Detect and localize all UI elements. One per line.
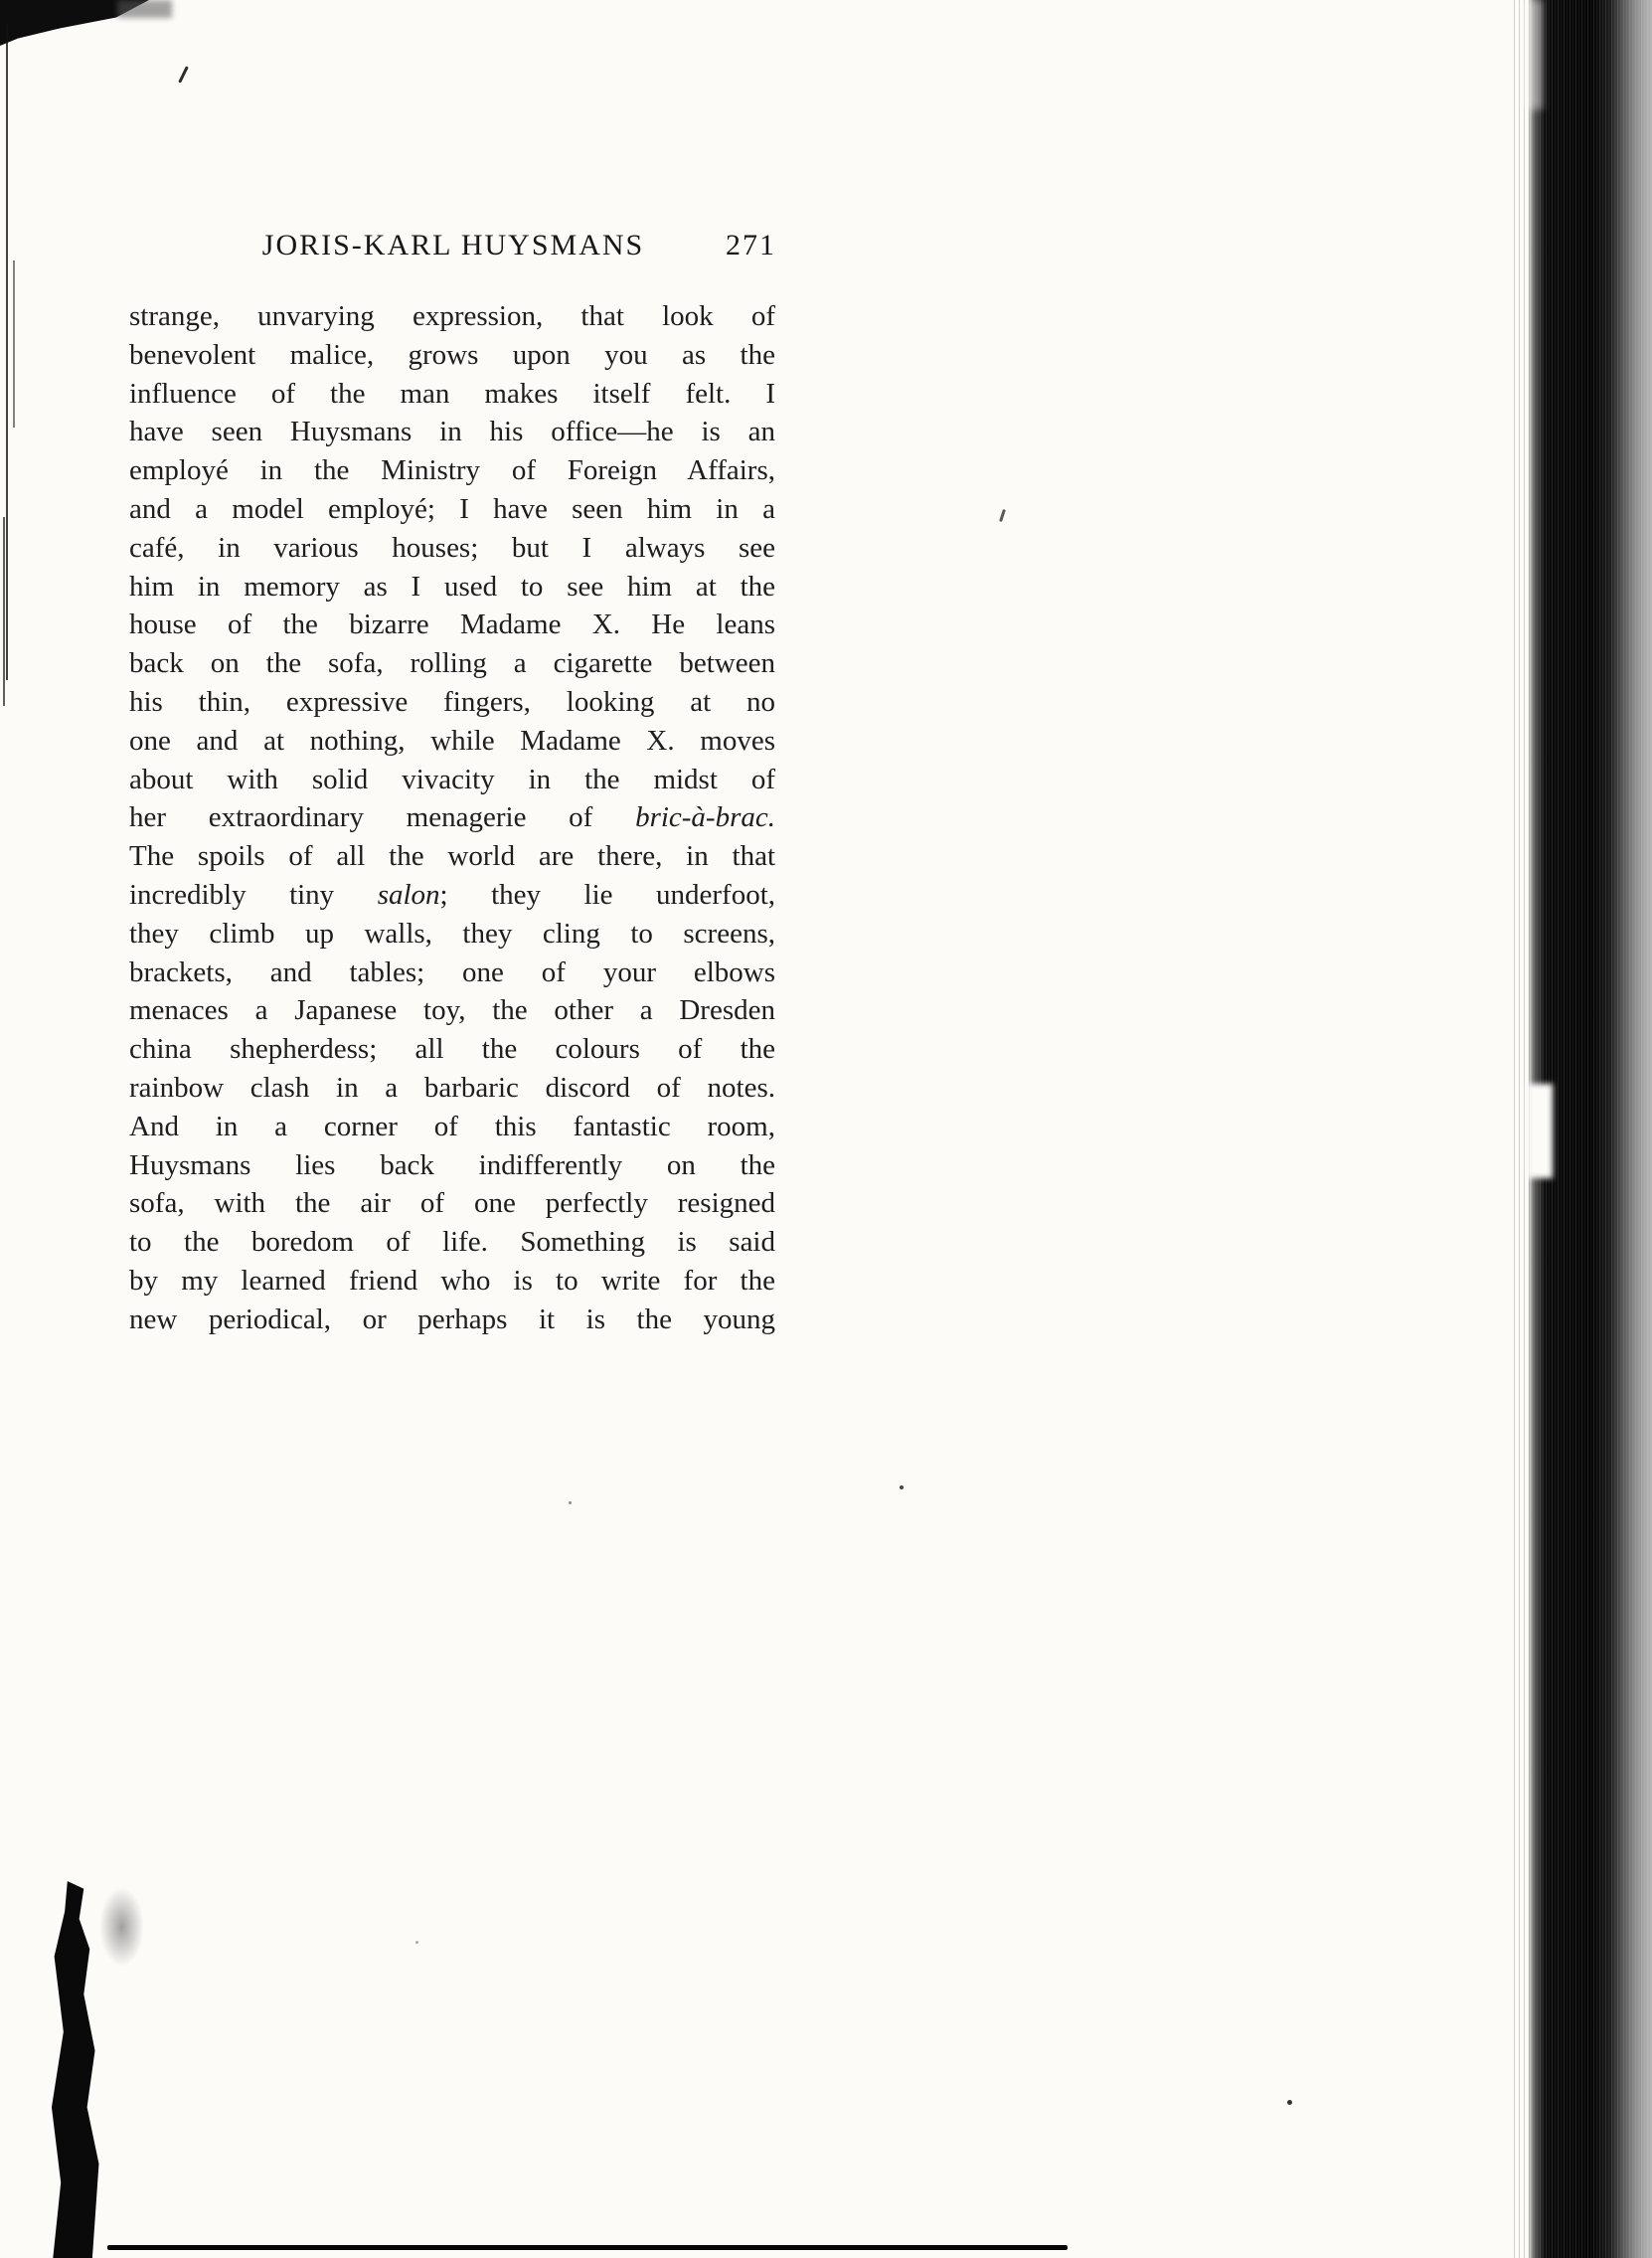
text-line: to the boredom of life. Something is said	[129, 1226, 775, 1259]
text-line: rainbow clash in a barbaric discord of notes.	[129, 1071, 775, 1104]
text-line: and a model employé; I have seen him in a	[129, 492, 775, 525]
scan-corner-smudge	[117, 0, 172, 18]
header-title: JORIS-KARL HUYSMANS	[261, 229, 645, 261]
text-line: house of the bizarre Madame X. He leans	[129, 608, 775, 641]
scan-speck	[1287, 2100, 1292, 2105]
text-line: his thin, expressive fingers, looking at no	[129, 685, 775, 718]
text-line: influence of the man makes itself felt. I	[129, 377, 775, 410]
edge-soft-top	[1523, 0, 1543, 109]
text-line: sofa, with the air of one perfectly resigned	[129, 1187, 775, 1220]
binding-line	[3, 517, 5, 706]
text-line: Huysmans lies back indifferently on the	[129, 1148, 775, 1181]
text-line: café, in various houses; but I always see	[129, 531, 775, 564]
text-line: her extraordinary menagerie of bric-à-brac.	[129, 801, 775, 834]
binding-line	[6, 24, 8, 680]
scan-speck	[415, 1941, 418, 1944]
text-line: benevolent malice, grows upon you as the	[129, 338, 775, 371]
scan-blob-smudge	[99, 1887, 144, 1967]
text-line: brackets, and tables; one of your elbows	[129, 955, 775, 988]
body-text	[129, 297, 775, 1339]
text-line: china shepherdess; all the colours of the	[129, 1033, 775, 1066]
edge-notch	[1527, 1084, 1553, 1178]
scan-speck	[569, 1501, 572, 1504]
text-line: about with solid vivacity in the midst of	[129, 763, 775, 795]
text-line: they climb up walls, they cling to screens,	[129, 917, 775, 950]
binding-line	[13, 261, 15, 428]
text-line: And in a corner of this fantastic room,	[129, 1110, 775, 1142]
text-line: strange, unvarying expression, that look of	[129, 300, 775, 332]
text-line: The spoils of all the world are there, in that	[129, 840, 775, 873]
text-line: one and at nothing, while Madame X. moves	[129, 724, 775, 757]
text-line: new periodical, or perhaps it is the young	[129, 1303, 775, 1335]
text-line: employé in the Ministry of Foreign Affairs,	[129, 454, 775, 487]
running-header	[130, 229, 776, 270]
text-line: have seen Huysmans in his office—he is an	[129, 416, 775, 448]
stray-mark	[999, 509, 1006, 522]
text-line: menaces a Japanese toy, the other a Dresden	[129, 994, 775, 1027]
text-line: incredibly tiny salon; they lie underfoot,	[129, 878, 775, 911]
stray-mark	[178, 66, 189, 83]
scan-line-artifact	[107, 2245, 1068, 2250]
text-line: him in memory as I used to see him at the	[129, 570, 775, 603]
text-line: by my learned friend who is to write for the	[129, 1264, 775, 1297]
page-number: 271	[726, 229, 776, 261]
text-line: back on the sofa, rolling a cigarette between	[129, 647, 775, 680]
scan-speck	[900, 1485, 904, 1489]
